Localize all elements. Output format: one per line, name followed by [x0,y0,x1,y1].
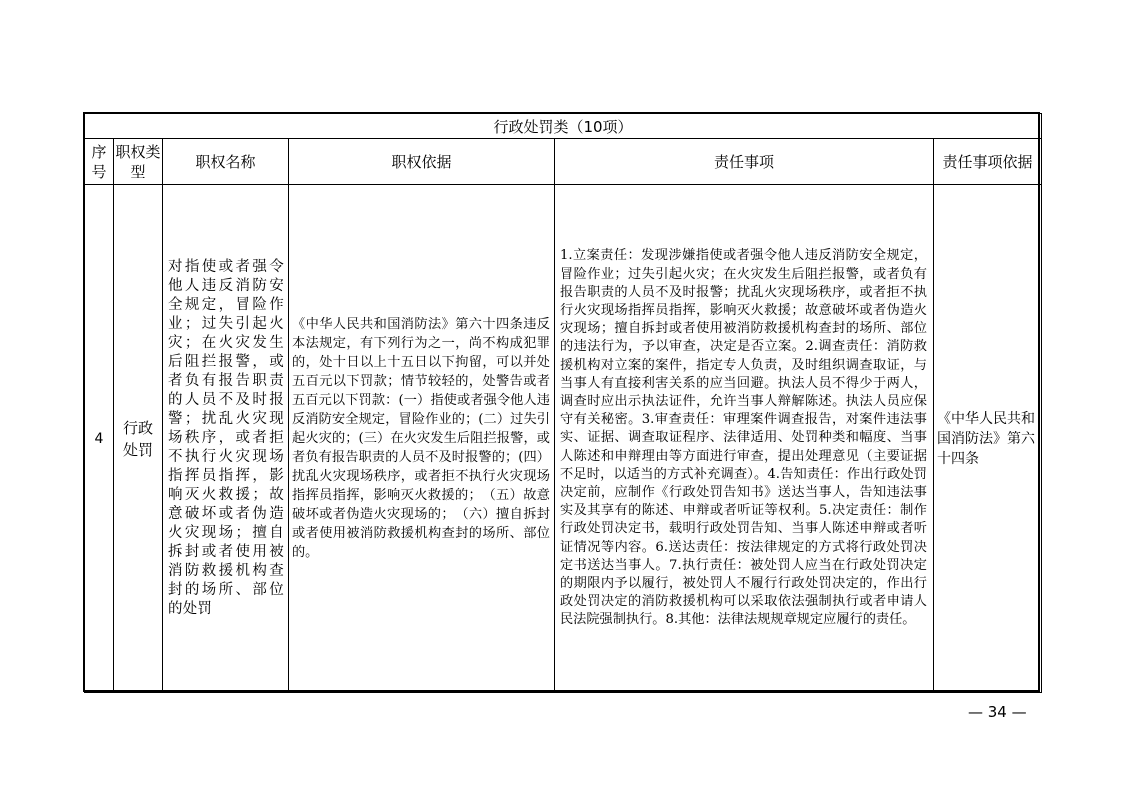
row-name: 对指使或者强令他人违反消防安全规定，冒险作业；过失引起火灾；在火灾发生后阻拦报警，或者负有报告职责的人员不及时报警；扰乱火灾现场秩序，或者拒不执行火灾现场指挥员指挥，影响灭火救援；故意破坏或者伪造火灾现场；擅自拆封或者使用被消防救援机构查封的场所、部位的处罚 [163,185,289,693]
table-title: 行政处罚类（10项） [85,114,1042,139]
row-basis: 《中华人民共和国消防法》第六十四条违反本法规定，有下列行为之一，尚不构成犯罪的，处十日以上十五日以下拘留，可以并处五百元以下罚款；情节较轻的，处警告或者五百元以下罚款：(一）指使或者强令他人违反消防安全规定，冒险作业的；(二）过失引起火灾的；(三）在火灾发生后阻拦报警，或者负有报告职责的人员不及时报警的；(四）扰乱火灾现场秩序，或者拒不执行火灾现场指挥员指挥，影响灭火救援的； （五）故意破坏或者伪造火灾现场的； （六）擅自拆封或者使用被消防救援机构查封的场所、部位的。 [289,185,555,693]
header-num: 序号 [85,139,114,185]
table-row [85,185,1042,693]
header-type: 职权类型 [114,139,163,185]
row-duty: 1.立案责任：发现涉嫌指使或者强令他人违反消防安全规定，冒险作业；过失引起火灾；在火灾发生后阻拦报警，或者负有报告职责的人员不及时报警；扰乱火灾现场秩序，或者拒不执行火灾现场指挥员指挥，影响灭火救援；故意破坏或者伪造火灾现场；擅自拆封或者使用被消防救援机构查封的场所、部位的违法行为，予以审查，决定是否立案。2.调查责任：消防救援机构对立案的案件，指定专人负责，及时组织调查取证，与当事人有直接利害关系的应当回避。执法人员不得少于两人，调查时应出示执法证件，允许当事人辩解陈述。执法人员应保守有关秘密。3.审查责任：审理案件调查报告，对案件违法事实、证据、调查取证程序、法律适用、处罚种类和幅度、当事人陈述和申辩理由等方面进行审查，提出处理意见（主要证据不足时，以适当的方式补充调查）。4.告知责任：作出行政处罚决定前，应制作《行政处罚告知书》送达当事人，告知违法事实及其享有的陈述、申辩或者听证等权利。5.决定责任：制作行政处罚决定书，载明行政处罚告知、当事人陈述申辩或者听证情况等内容。6.送达责任：按法律规定的方式将行政处罚决定书送达当事人。7.执行责任：被处罚人应当在行政处罚决定的期限内予以履行，被处罚人不履行行政处罚决定的，作出行政处罚决定的消防救援机构可以采取依法强制执行或者申请人民法院强制执行。8.其他：法律法规规章规定应履行的责任。 [555,185,934,693]
table-header-row [85,139,1042,185]
row-num: 4 [85,185,114,693]
table-title-row [85,114,1042,139]
row-type: 行政处罚 [114,185,163,693]
header-duty: 责任事项 [555,139,934,185]
page-number: — 34 — [968,703,1027,721]
row-ref: 《中华人民共和国消防法》第六十四条 [934,185,1042,693]
header-ref: 责任事项依据 [934,139,1042,185]
header-name: 职权名称 [163,139,289,185]
header-basis: 职权依据 [289,139,555,185]
powers-table [84,113,1042,693]
